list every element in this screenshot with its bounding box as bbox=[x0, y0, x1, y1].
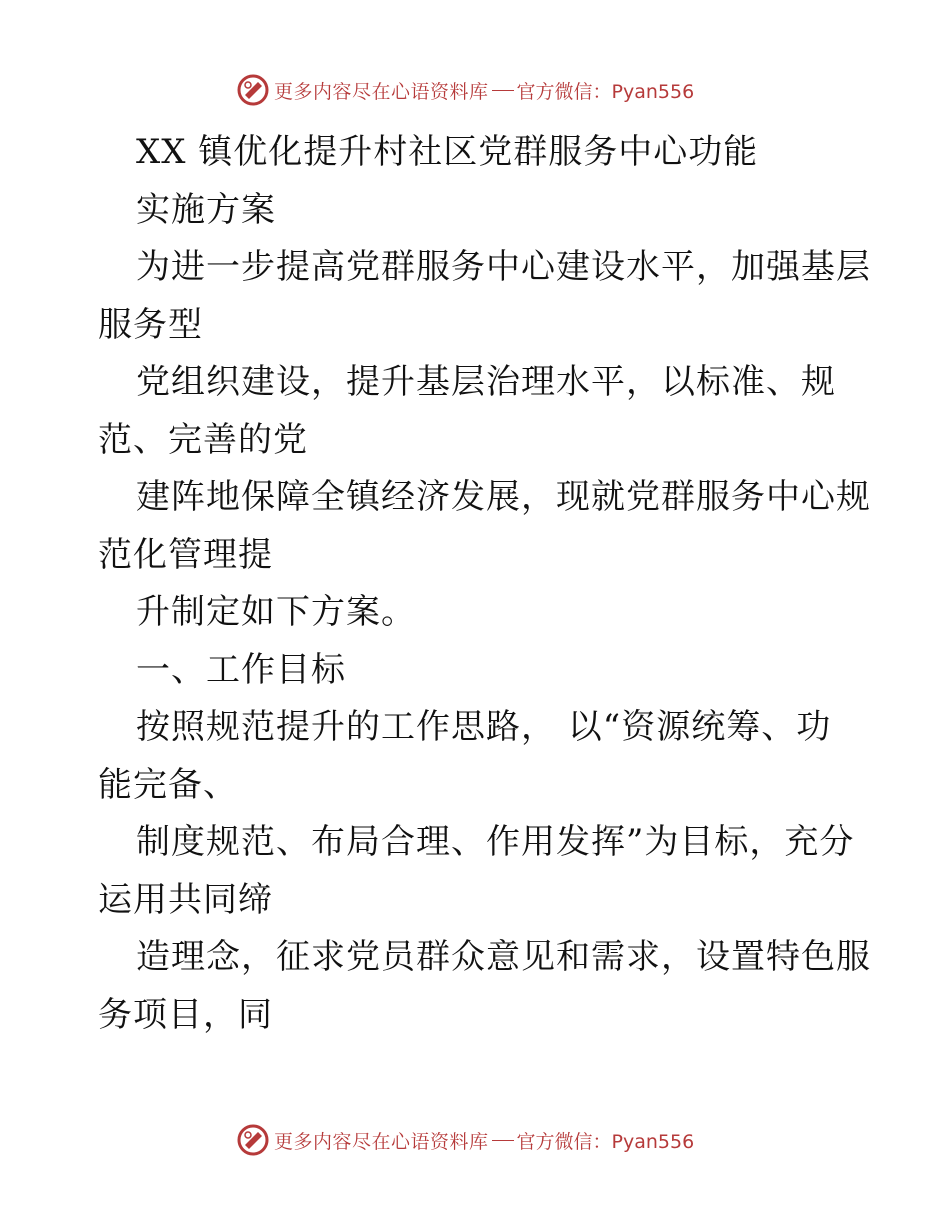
brand-logo-icon bbox=[236, 73, 270, 107]
doc-line: 务项目，同 bbox=[98, 994, 273, 1035]
footer-banner-dash bbox=[492, 1140, 514, 1141]
doc-line: 建阵地保障全镇经济发展，现就党群服务中心规 bbox=[136, 477, 871, 517]
footer-banner-text: 更多内容尽在心语资料库 bbox=[274, 1130, 489, 1153]
doc-line: 服务型 bbox=[98, 304, 203, 345]
footer-banner bbox=[236, 1122, 694, 1158]
doc-subtitle: 实施方案 bbox=[136, 189, 276, 230]
doc-line: 按照规范提升的工作思路， 以“资源统筹、功 bbox=[136, 707, 832, 747]
doc-line: 造理念，征求党员群众意见和需求，设置特色服 bbox=[136, 937, 871, 977]
doc-line: 为进一步提高党群服务中心建设水平，加强基层 bbox=[136, 247, 871, 287]
doc-line: 范化管理提 bbox=[98, 534, 273, 575]
header-banner-dash bbox=[492, 90, 514, 91]
doc-line: 制度规范、布局合理、作用发挥”为目标，充分 bbox=[136, 822, 855, 862]
doc-line: 党组织建设，提升基层治理水平，以标准、规 bbox=[136, 362, 836, 402]
footer-banner-wechat: 官方微信：Pyan556 bbox=[516, 1130, 695, 1153]
doc-line: 范、完善的党 bbox=[98, 419, 308, 460]
doc-line: 升制定如下方案。 bbox=[136, 592, 416, 632]
section-heading: 一、工作目标 bbox=[136, 649, 346, 690]
header-banner-text: 更多内容尽在心语资料库 bbox=[274, 80, 489, 103]
header-banner bbox=[236, 72, 694, 108]
doc-line: 能完备、 bbox=[98, 764, 238, 805]
document-body bbox=[98, 124, 871, 1044]
header-banner-wechat: 官方微信：Pyan556 bbox=[516, 80, 695, 103]
doc-line: 运用共同缔 bbox=[98, 879, 273, 920]
doc-title: XX 镇优化提升村社区党群服务中心功能 bbox=[136, 132, 759, 172]
brand-logo-icon bbox=[236, 1123, 270, 1157]
